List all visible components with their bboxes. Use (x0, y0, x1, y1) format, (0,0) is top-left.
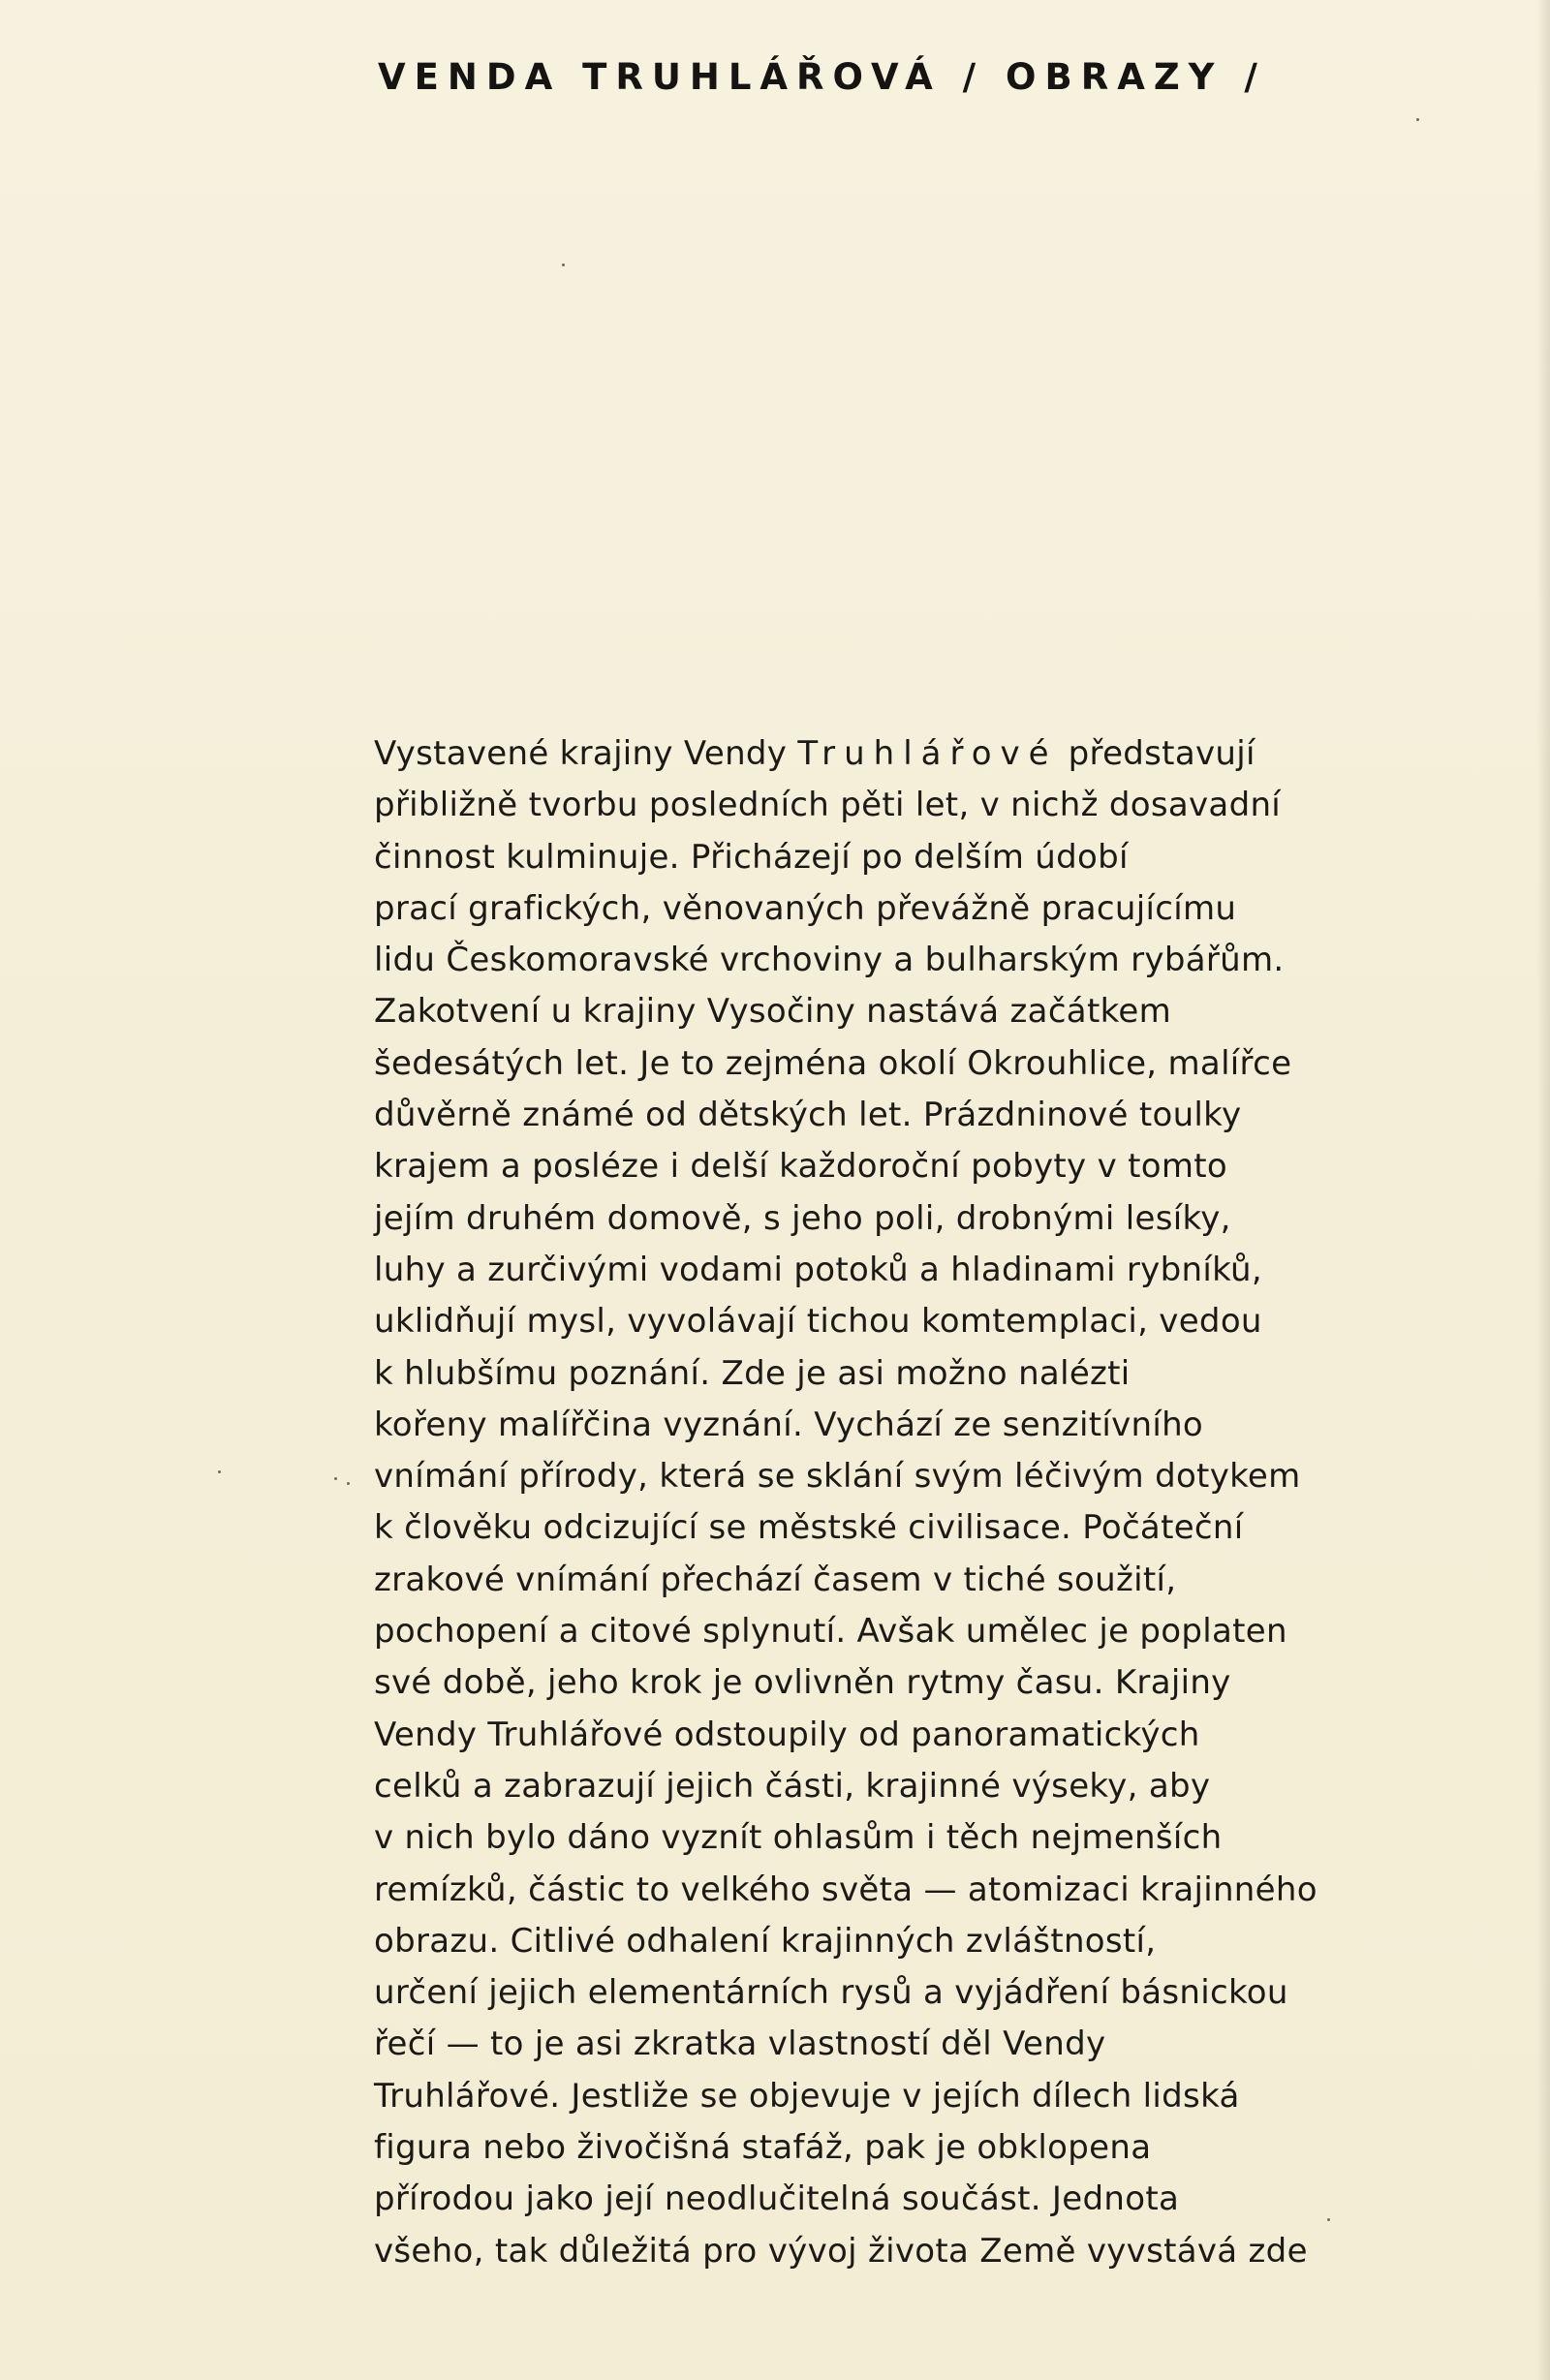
text-line (374, 728, 1449, 780)
paper-speck (347, 1482, 350, 1485)
text-line: řečí — to je asi zkratka vlastností děl Vendy (374, 2025, 1106, 2064)
text-line: k člověku odcizující se městské civilisace. Počáteční (374, 1508, 1244, 1548)
body-text (374, 728, 1449, 2277)
text-line: přírodou jako její neodlučitelná součást. Jednota (374, 2179, 1180, 2219)
text-line: své době, jeho krok je ovlivněn rytmy času. Krajiny (374, 1663, 1231, 1703)
text-line: kořeny malířčina vyznání. Vychází ze senzitívního (374, 1405, 1204, 1444)
text-line: šedesátých let. Je to zejména okolí Okrouhlice, malířce (374, 1043, 1292, 1083)
text-line: obrazu. Citlivé odhalení krajinných zvláštností, (374, 1921, 1157, 1961)
text-line: celků a zabrazují jejich části, krajinné výseky, aby (374, 1766, 1211, 1806)
text-segment: Vystavené krajiny Vendy (374, 734, 798, 773)
text-line: uklidňují mysl, vyvolávají tichou komtemplaci, vedou (374, 1302, 1262, 1342)
text-line: krajem a posléze i delší každoroční pobyty v tomto (374, 1147, 1227, 1187)
text-line: remízků, částic to velkého světa — atomizaci krajinného (374, 1870, 1318, 1909)
text-line: vnímání přírody, která se sklání svým léčivým dotykem (374, 1457, 1301, 1497)
text-segment: představují (1057, 734, 1256, 773)
text-line: přibližně tvorbu posledních pěti let, v nichž dosavadní (374, 786, 1282, 825)
page-edge-shadow (1536, 0, 1550, 2380)
text-line: činnost kulminuje. Přicházejí po delším údobí (374, 837, 1129, 877)
text-line: pochopení a citové splynutí. Avšak umělec je poplaten (374, 1612, 1287, 1652)
text-line: jejím druhém domově, s jeho poli, drobnými lesíky, (374, 1198, 1231, 1238)
text-line: Vendy Truhlářové odstoupily od panoramatických (374, 1715, 1200, 1754)
text-line: zrakové vnímání přechází časem v tiché soužití, (374, 1560, 1177, 1599)
paper-speck (562, 263, 565, 266)
text-line: Zakotvení u krajiny Vysočiny nastává začátkem (374, 992, 1171, 1032)
text-line: v nich bylo dáno vyznít ohlasům i těch nejmenších (374, 1818, 1223, 1858)
paper-speck (1327, 2218, 1330, 2221)
emphasized-name: Truhlářové (797, 734, 1058, 773)
text-line: Truhlářové. Jestliže se objevuje v jejích dílech lidská (374, 2076, 1240, 2116)
text-line: luhy a zurčivými vodami potoků a hladinami rybníků, (374, 1250, 1262, 1289)
text-line: důvěrně známé od dětských let. Prázdninové toulky (374, 1096, 1242, 1135)
paper-speck (1416, 118, 1419, 121)
page-title: VENDA TRUHLÁŘOVÁ / OBRAZY / (378, 56, 1266, 98)
text-line: prací grafických, věnovaných převážně pracujícímu (374, 888, 1237, 928)
text-line: figura nebo živočišná stafáž, pak je obklopena (374, 2128, 1152, 2168)
text-line: všeho, tak důležitá pro vývoj života Země vyvstává zde (374, 2231, 1308, 2271)
paper-speck (218, 1470, 221, 1473)
text-line: k hlubšímu poznání. Zde je asi možno nalézti (374, 1353, 1131, 1393)
paper-speck (334, 1477, 337, 1480)
text-line: určení jejich elementárních rysů a vyjádření básnickou (374, 1973, 1288, 2013)
text-line: lidu Českomoravské vrchoviny a bulharským rybářům. (374, 941, 1285, 980)
